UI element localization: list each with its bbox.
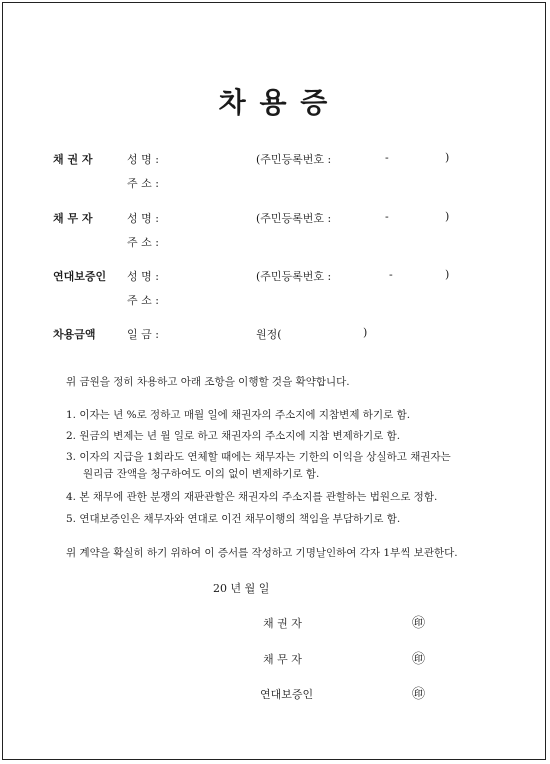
- guarantor-address-label: 주 소 :: [127, 294, 159, 307]
- seal-icon: ㊞: [412, 652, 426, 667]
- seal-icon: ㊞: [412, 616, 426, 631]
- amount-won-open: 원정(: [256, 328, 282, 341]
- creditor-id-label: (주민등록번호 :: [256, 153, 332, 166]
- creditor-address-label: 주 소 :: [127, 177, 159, 190]
- creditor-id-dash: -: [385, 151, 389, 164]
- creditor-id-close: ): [445, 151, 450, 164]
- debtor-name-label: 성 명 :: [127, 212, 159, 225]
- debtor-address-label: 주 소 :: [127, 236, 159, 249]
- signature-debtor-label: 채 무 자: [263, 653, 302, 666]
- date-line: 20 년 월 일: [213, 582, 270, 595]
- closing-text: 위 계약을 확실히 하기 위하여 이 증서를 작성하고 기명날인하여 각자 1부씩 보관한다.: [66, 547, 458, 559]
- debtor-id-dash: -: [385, 210, 389, 223]
- clause-2: 2. 원금의 변제는 년 월 일로 하고 채권자의 주소지에 지참 변제하기로 함.: [66, 430, 401, 442]
- debtor-id-label: (주민등록번호 :: [256, 212, 332, 225]
- clause-3-continued: 원리금 잔액을 청구하여도 이의 없이 변제하기로 함.: [83, 468, 320, 480]
- debtor-label: 채 무 자: [53, 212, 93, 225]
- signature-guarantor-label: 연대보증인: [260, 688, 314, 701]
- document-title: 차 용 증: [218, 86, 330, 119]
- clause-4: 4. 본 채무에 관한 분쟁의 재판관할은 채권자의 주소지를 관할하는 법원으로 정함.: [66, 491, 438, 503]
- clause-1: 1. 이자는 년 %로 정하고 매월 일에 채권자의 주소지에 지참변제 하기로 함.: [66, 409, 411, 421]
- guarantor-name-label: 성 명 :: [127, 270, 159, 283]
- amount-label: 차용금액: [53, 328, 96, 341]
- clause-3: 3. 이자의 지급을 1회라도 연체할 때에는 채무자는 기한의 이익을 상실하고 채권자는: [66, 451, 451, 463]
- document-page: [2, 2, 546, 760]
- creditor-name-label: 성 명 :: [127, 153, 159, 166]
- seal-icon: ㊞: [412, 687, 426, 702]
- signature-creditor-label: 채 권 자: [263, 617, 302, 630]
- intro-text: 위 금원을 정히 차용하고 아래 조항을 이행할 것을 확약합니다.: [66, 376, 350, 388]
- guarantor-id-label: (주민등록번호 :: [256, 270, 332, 283]
- guarantor-id-close: ): [445, 268, 450, 281]
- amount-won-close: ): [363, 326, 368, 339]
- debtor-id-close: ): [445, 210, 450, 223]
- amount-sum-label: 일 금 :: [127, 328, 159, 341]
- creditor-label: 채 권 자: [53, 153, 93, 166]
- guarantor-id-dash: -: [389, 268, 393, 281]
- guarantor-label: 연대보증인: [53, 270, 107, 283]
- clause-5: 5. 연대보증인은 채무자와 연대로 이건 채무이행의 책임을 부담하기로 함.: [66, 513, 401, 525]
